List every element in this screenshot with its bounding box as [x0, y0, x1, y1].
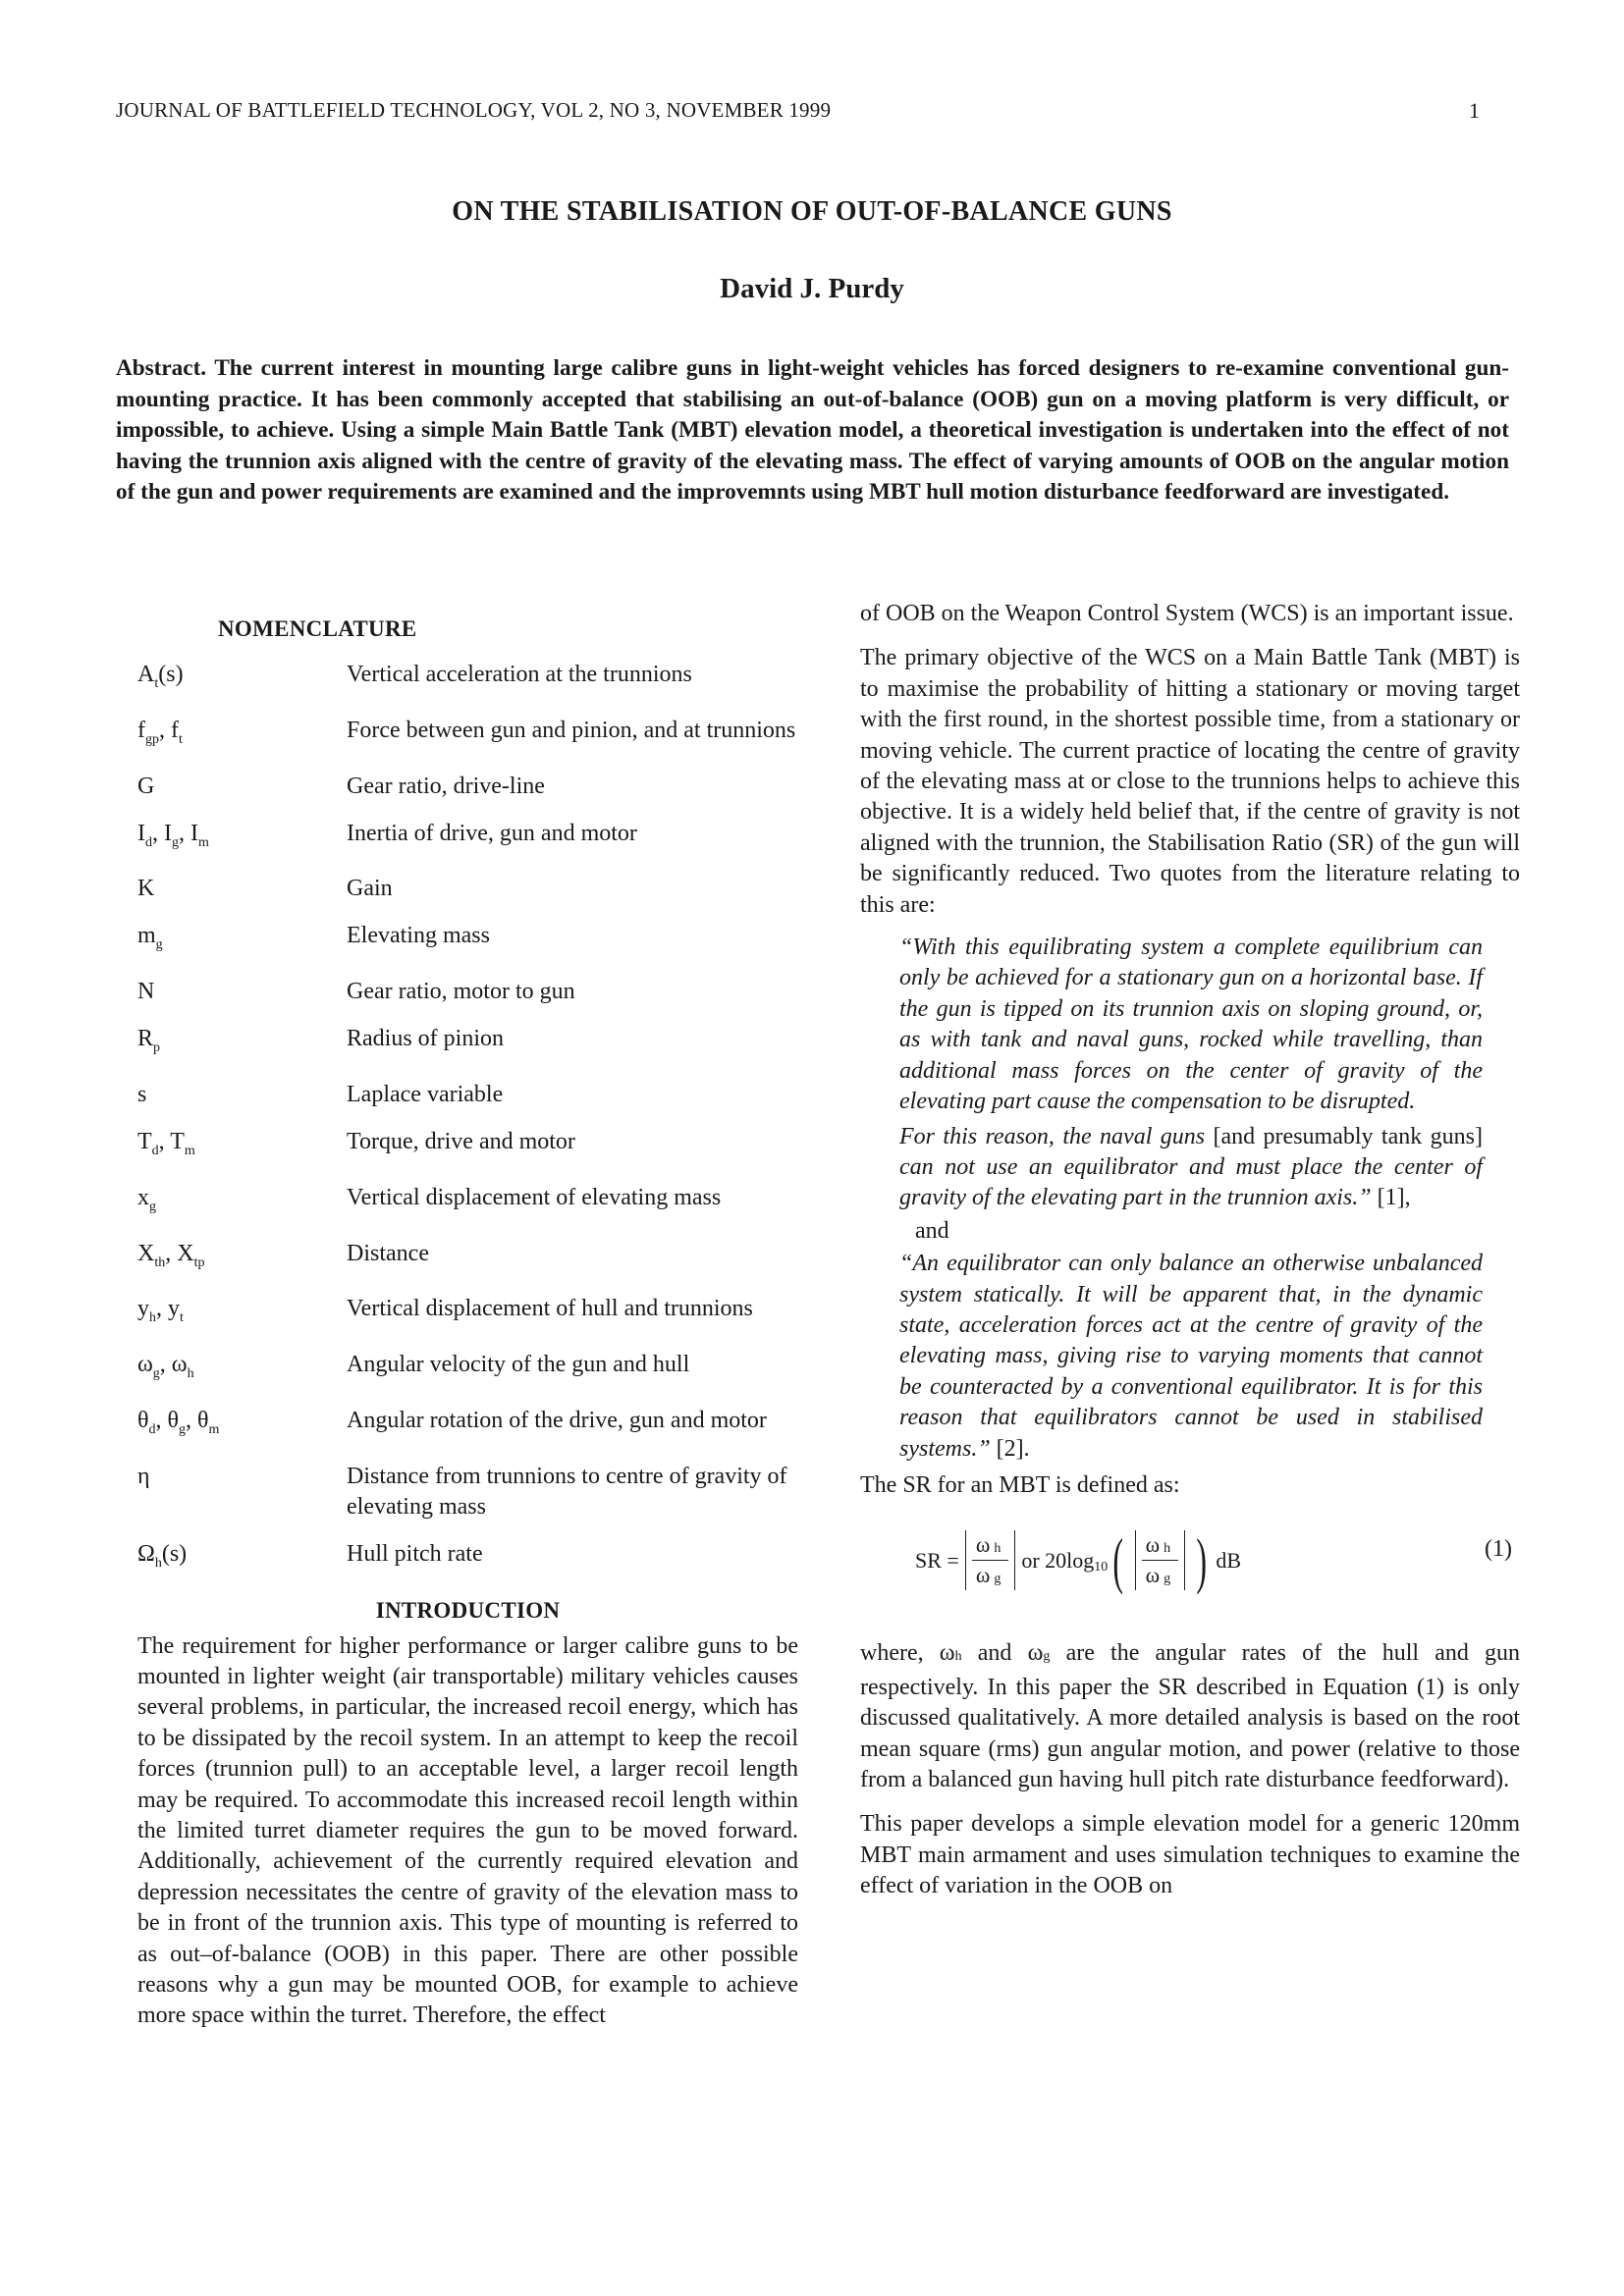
nomenclature-item	[137, 977, 798, 1007]
intro-paragraph-4: This paper develops a simple elevation model for a generic 120mm MBT main armament and uses simulation techniques to examine the effect of variation in the OOB on	[860, 1811, 1520, 1899]
intro-paragraph-2: The primary objective of the WCS on a Main Battle Tank (MBT) is to maximise the probability of hitting a stationary or moving target with the first round, in the shortest possible time, from a stationary or moving vehicle. The current practice of locating the centre of gravity of the elevating mass at or close to the trunnions helps to achieve this objective. It is a widely held belief that, if the centre of gravity is not aligned with the trunnion, the Stabilisation Ratio (SR) of the gun will be significantly reduced. Two quotes from the literature relating to this are:	[860, 645, 1520, 918]
nomenclature-item	[137, 1024, 798, 1063]
and-connector: and	[915, 1217, 949, 1244]
symbol: $\theta_d$, $\theta_g$, $\theta_m$	[137, 1407, 220, 1437]
symbol: $A_t(s)$	[137, 662, 184, 691]
symbol: $X_{th}$, $X_{tp}$	[137, 1240, 205, 1270]
equation-unit: dB	[1216, 1547, 1242, 1573]
nomenclature-item	[137, 772, 798, 802]
fraction-denominator: ω g	[975, 1563, 1001, 1588]
quote-1b-start: For this reason, the naval guns	[899, 1123, 1206, 1149]
definition: Gear ratio, motor to gun	[347, 979, 575, 1005]
log-base: 10	[1094, 1559, 1109, 1575]
quote-1-reference: [1],	[1377, 1185, 1411, 1211]
left-column	[137, 609, 798, 2032]
nomenclature-item	[137, 1294, 798, 1333]
ratio-fraction	[965, 1530, 1015, 1590]
nomenclature-item	[137, 1127, 798, 1166]
equation-1	[860, 1522, 1520, 1621]
nomenclature-item	[137, 1183, 798, 1222]
symbol: $y_h$, $y_t$	[137, 1296, 184, 1326]
log-fraction	[1135, 1530, 1185, 1590]
symbol: G	[137, 773, 155, 799]
definition: Laplace variable	[347, 1081, 504, 1107]
symbol: η	[137, 1463, 150, 1489]
symbol: s	[137, 1081, 147, 1107]
symbol: $\omega_g$, $\omega_h$	[137, 1352, 194, 1381]
nomenclature-item	[137, 1350, 798, 1389]
quote-1b-insert: [and presumably tank guns]	[1213, 1123, 1483, 1149]
definition: Distance from trunnions to centre of gravity of elevating mass	[347, 1463, 787, 1520]
abstract: Abstract. The current interest in mounting large calibre guns in light-weight vehicles has forced designers to re-examine conventional gun-mounting practice. It has been commonly accepted that stabilising an out-of-balance (OOB) gun on a moving platform is very difficult, or impossible, to achieve. Using a simple Main Battle Tank (MBT) elevation model, a theoretical investigation is undertaken into the effect of not having the trunnion axis aligned with the centre of gravity of the elevating mass. The effect of varying amounts of OOB on the angular motion of the gun and power requirements are examined and the improvemnts using MBT hull motion disturbance feedforward are investigated.	[116, 355, 1509, 505]
nomenclature-item	[137, 819, 798, 858]
definition: Gear ratio, drive-line	[347, 773, 545, 799]
p3-and: and	[977, 1640, 1012, 1667]
definition: Force between gun and pinion, and at trunnions	[347, 717, 796, 743]
equation-or-text: or 20log	[1021, 1547, 1095, 1573]
nomenclature-item	[137, 1462, 798, 1522]
nomenclature-item	[137, 921, 798, 960]
author-name: David J. Purdy	[720, 273, 904, 304]
quote-2-reference: [2].	[996, 1435, 1030, 1462]
sr-intro: The SR for an MBT is defined as:	[860, 1471, 1180, 1498]
p3-end: are the angular rates of the hull and gun respectively. In this paper the SR described in Equation (1) is only discussed qualitatively. A more detailed analysis is based on the root mean square (rms) gun angular motion, and power (relative to those from a balanced gun having hull pitch rate disturbance feedforward).	[860, 1640, 1521, 1792]
nomenclature-item	[137, 660, 798, 699]
quote-2	[899, 1249, 1483, 1465]
fraction-numerator: ω h	[972, 1530, 1008, 1561]
running-header: JOURNAL OF BATTLEFIELD TECHNOLOGY, VOL 2, NO 3, NOVEMBER 1999	[116, 98, 832, 122]
symbol: $f_{gp}$, $f_t$	[137, 717, 183, 747]
equation-body	[915, 1524, 1242, 1595]
definition: Vertical acceleration at the trunnions	[347, 662, 692, 687]
nomenclature-item	[137, 1239, 798, 1278]
log-denominator: ω g	[1145, 1563, 1171, 1588]
quote-2-text: “An equilibrator can only balance an otherwise unbalanced system statically. It will be apparent that, in the dynamic state, acceleration forces act at the centre of gravity of the elevating mass, giving rise to varying moments that cannot be counteracted by a conventional equilibrator. It is for this reason that equilibrators cannot be used in stabilised systems.”	[899, 1251, 1483, 1462]
symbol: $m_g$	[137, 923, 163, 953]
paper-title: ON THE STABILISATION OF OUT-OF-BALANCE GUNS	[452, 196, 1172, 227]
intro-paragraph-3: where, ωh and ωg are the angular rates of the hull and gun respectively. In this paper the SR described in Equation (1) is only discussed qualitatively. A more detailed analysis is based on the root mean square (rms) gun angular motion, and power (relative to those from a balanced gun having hull pitch rate disturbance feedforward).	[860, 1640, 1521, 1792]
definition: Vertical displacement of hull and trunnions	[347, 1296, 753, 1322]
definition: Angular velocity of the gun and hull	[347, 1352, 690, 1378]
definition: Inertia of drive, gun and motor	[347, 820, 637, 846]
quote-1a: “With this equilibrating system a complete equilibrium can only be achieved for a stationary gun on a horizontal base. If the gun is tipped on its trunnion axis on sloping ground, or, as with tank and naval guns, rocked while travelling, than additional mass forces on the center of gravity of the elevating part cause the compensation to be disrupted.	[899, 934, 1483, 1115]
log-numerator: ω h	[1142, 1530, 1178, 1561]
nomenclature-heading: NOMENCLATURE	[218, 616, 417, 641]
intro-paragraph-1: The requirement for higher performance or larger calibre guns to be mounted in lighter weight (air transportable) military vehicles causes several problems, in particular, the increased recoil energy, which has to be dissipated by the recoil system. In an attempt to keep the recoil forces (trunnion pull) to an acceptable level, a larger recoil length may be required. To accommodate this increased recoil length within the limited turret diameter requires the gun to be moved forward. Additionally, achievement of the currently required elevation and depression necessitates the centre of gravity of the elevation mass to be in front of the trunnion axis. This type of mounting is referred to as out–of-balance (OOB) in this paper. There are other possible reasons why a gun may be mounted OOB, for example to achieve more space within the turret. Therefore, the effect	[137, 1632, 798, 2029]
quote-1-continued	[899, 1122, 1483, 1214]
symbol: $x_g$	[137, 1184, 156, 1214]
symbol: N	[137, 979, 155, 1005]
nomenclature-item	[137, 874, 798, 904]
nomenclature-item	[137, 1539, 798, 1578]
definition: Elevating mass	[347, 923, 490, 949]
close-paren: )	[1196, 1524, 1208, 1595]
nomenclature-item	[137, 1406, 798, 1445]
symbol: $\Omega_h(s)$	[137, 1540, 188, 1571]
symbol: $R_p$	[137, 1026, 161, 1055]
symbol: $T_d$, $T_m$	[137, 1128, 195, 1158]
equation-number: (1)	[1485, 1536, 1512, 1563]
quote-1	[899, 933, 1483, 1117]
p3-start: where,	[860, 1640, 924, 1667]
definition: Vertical displacement of elevating mass	[347, 1184, 722, 1210]
nomenclature-item	[137, 716, 798, 755]
symbol: K	[137, 876, 155, 902]
intro-continuation: of OOB on the Weapon Control System (WCS) is an important issue.	[860, 601, 1514, 626]
symbol: $I_d$, $I_g$, $I_m$	[137, 820, 209, 850]
definition: Radius of pinion	[347, 1026, 504, 1052]
definition: Distance	[347, 1240, 429, 1266]
quote-1b-end: can not use an equilibrator and must place the center of gravity of the elevating part in the trunnion axis.”	[899, 1153, 1483, 1211]
definition: Gain	[347, 876, 393, 902]
page-number: 1	[1469, 98, 1480, 123]
introduction-heading: INTRODUCTION	[375, 1597, 561, 1623]
definition: Torque, drive and motor	[347, 1128, 575, 1154]
nomenclature-item	[137, 1080, 798, 1110]
open-paren: (	[1112, 1524, 1124, 1595]
equation-lhs: SR =	[915, 1547, 959, 1573]
definition: Hull pitch rate	[347, 1540, 483, 1567]
right-column	[860, 599, 1520, 1902]
definition: Angular rotation of the drive, gun and motor	[347, 1407, 767, 1433]
